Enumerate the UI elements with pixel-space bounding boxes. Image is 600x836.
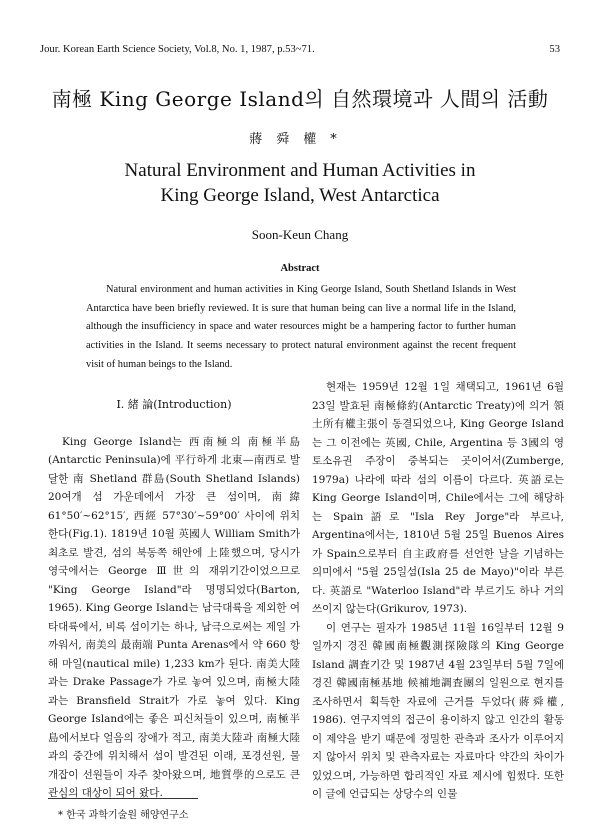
section-heading: I. 緒 論(Introduction) bbox=[116, 398, 232, 411]
korean-author: 蔣舜權* bbox=[249, 132, 351, 147]
intro-paragraph-1: King George Island는 西南極의 南極半島(Antarctic Peninsula)에 平行하게 北東—南西로 발달한 南 Shetland 群島(South Shetland Islands) 20여개 섬 가운데에서 가장 큰 섬이며, 南緯 61°50′~62°15′, 西經 57°30′~59°00′ 사이에 위치한다(Fig.1). 1819년 10월 英國人 William Smith가 최초로 발견, 섬의 북동쪽 해안에 上陸했으며, 당시가 영국에서는 George Ⅲ世의 재위기간이었으므로 "King George Island"라 명명되었다(Barton, 1965). King George Island는 남극대륙을 제외한 여타대륙에서, 비록 섬이기는 하나, 남극으로써는 제일 가까워서, 南美의 最南端 Punta Arenas에서 약 660 항해 마일(nautical mile) 1,233 km가 된다. 南美大陸과는 Drake Passage가 가로 놓여 있으며, 南極大陸과는 Bransfield Strait가 가로 놓여 있다. King George Island에는 좋은 피신처들이 있으며, 南極半島에서보다 얼음의 장애가 적고, 南美大陸과 南極大陸과의 중간에 위치해서 섬이 발견된 이래, 포경선원, 물개잡이 선원들이 자주 찾아왔으며, 地質學的으로도 큰 관심의 대상이 되어 왔다. bbox=[48, 435, 300, 799]
footnote-divider bbox=[48, 798, 198, 799]
english-title bbox=[0, 158, 600, 208]
english-title-line-2: King George Island, West Antarctica bbox=[160, 185, 440, 206]
english-title-line-1: Natural Environment and Human Activities in bbox=[124, 160, 476, 181]
abstract-heading: Abstract bbox=[280, 263, 320, 274]
intro-paragraph-3: 이 연구는 필자가 1985년 11월 16일부터 12월 9일까지 경진 韓國南極觀測探險隊의 King George Island 調査기간 및 1987년 4월 23일부터 5월 7일에 경진 韓國南極基地 候補地調査團의 일원으로 현지를 조사하면서 획득한 자료에 근거를 두었다(蔣舜權, 1986). 연구지역의 접근이 용이하지 않고 인간의 활동이 제약을 받기 때문에 정밀한 관측과 조사가 이루어지지 않아서 위치 및 관측자료는 자료마다 약간의 차이가 있었으며, 가능하면 합리적인 자료 제시에 힘썼다. 또한 이 글에 언급되는 상당수의 인물 bbox=[312, 621, 564, 800]
running-header bbox=[40, 44, 560, 62]
english-author: Soon-Keun Chang bbox=[251, 227, 349, 242]
page-number: 53 bbox=[549, 44, 560, 55]
right-column bbox=[312, 378, 564, 804]
affiliation-footnote: * 한국 과학기술원 해양연구소 bbox=[58, 810, 189, 821]
abstract-text: Natural environment and human activities in King George Island, South Shetland Islands in West Antarctica have been briefly reviewed. It is sure that human being can live a normal life in the Island, although the insufficiency in space and water resources might be a hampering factor to further human activities in the Island. It seems necessary to protect natural environment against the recent frequent visit of human beings to the Island. bbox=[86, 284, 516, 370]
left-column bbox=[48, 378, 300, 803]
korean-title: 南極 King George Island의 自然環境과 人間의 活動 bbox=[51, 87, 549, 111]
journal-citation: Jour. Korean Earth Science Society, Vol.8, No. 1, 1987, p.53~71. bbox=[40, 44, 315, 55]
intro-paragraph-2: 현재는 1959년 12월 1일 채택되고, 1961년 6월 23일 발효된 南極條約(Antarctic Treaty)에 의거 領土所有權主張이 동결되었으나, King George Island는 그 이전에는 英國, Chile, Argentina 등 3國의 영토소유권 주장이 중복되는 곳이어서(Zumberge, 1979a) 나라에 따라 섬의 이름이 다르다. 英語로는 King George Island이며, Chile에서는 그에 해당하는 Spain語로 "Isla Rey Jorge"라 부르나, Argentina에서는, 1810년 5월 25일 Buenos Aires가 Spain으로부터 自主政府를 선언한 날을 기념하는 의미에서 "5월 25일섬(Isla 25 de Mayo)"이라 부른다. 英語로 "Waterloo Island"라 부르기도 하나 거의 쓰이지 않는다(Grikurov, 1973). bbox=[312, 381, 564, 615]
abstract bbox=[86, 281, 516, 375]
